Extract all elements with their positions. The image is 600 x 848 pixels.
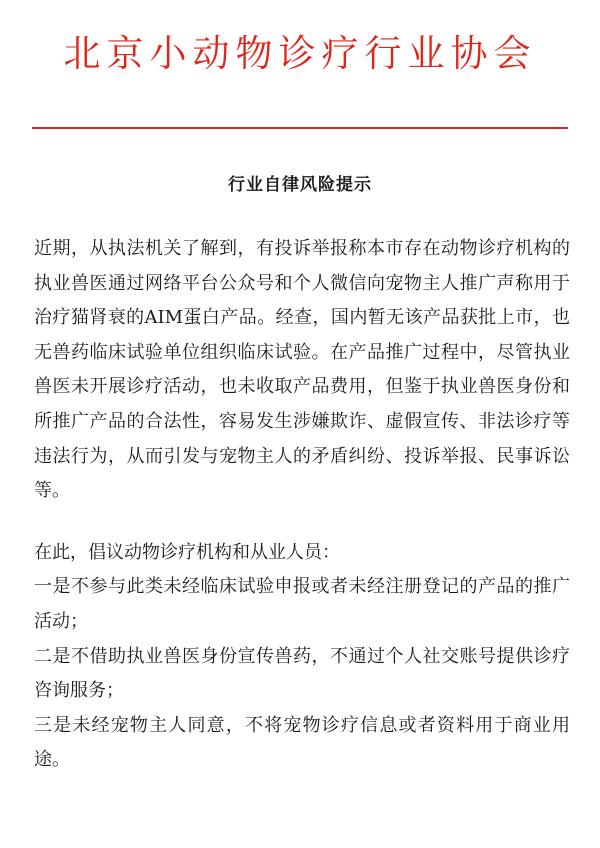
document-body <box>34 232 570 778</box>
letterhead-divider <box>32 127 568 129</box>
proposal-intro: 在此，倡议动物诊疗机构和从业人员： <box>34 541 340 563</box>
proposal-item: 三是未经宠物主人同意，不将宠物诊疗信息或者资料用于商业用途。 <box>34 714 570 771</box>
proposal-item: 一是不参与此类未经临床试验申报或者未经注册登记的产品的推广活动； <box>34 576 570 632</box>
letterhead <box>0 24 600 84</box>
document-title: 行业自律风险提示 <box>228 175 372 195</box>
body-paragraph: 近期，从执法机关了解到，有投诉举报称本市存在动物诊疗机构的执业兽医通过网络平台公众号和个人微信向宠物主人推广声称用于治疗猫肾衰的AIM蛋白产品。经查，国内暂无该产品获批上市，也无兽药临床试验单位组织临床试验。在产品推广过程中，尽管执业兽医未开展诊疗活动，也未收取产品费用，但鉴于执业兽医身份和所推广产品的合法性，容易发生涉嫌欺诈、虚假宣传、非法诊疗等违法行为，从而引发与宠物主人的矛盾纠纷、投诉举报、民事诉讼等。 <box>34 238 570 502</box>
paragraph-gap <box>34 509 570 536</box>
organization-name: 北京小动物诊疗行业协会 <box>63 32 537 75</box>
proposal-item: 二是不借助执业兽医身份宣传兽药，不通过个人社交账号提供诊疗咨询服务； <box>34 645 570 702</box>
